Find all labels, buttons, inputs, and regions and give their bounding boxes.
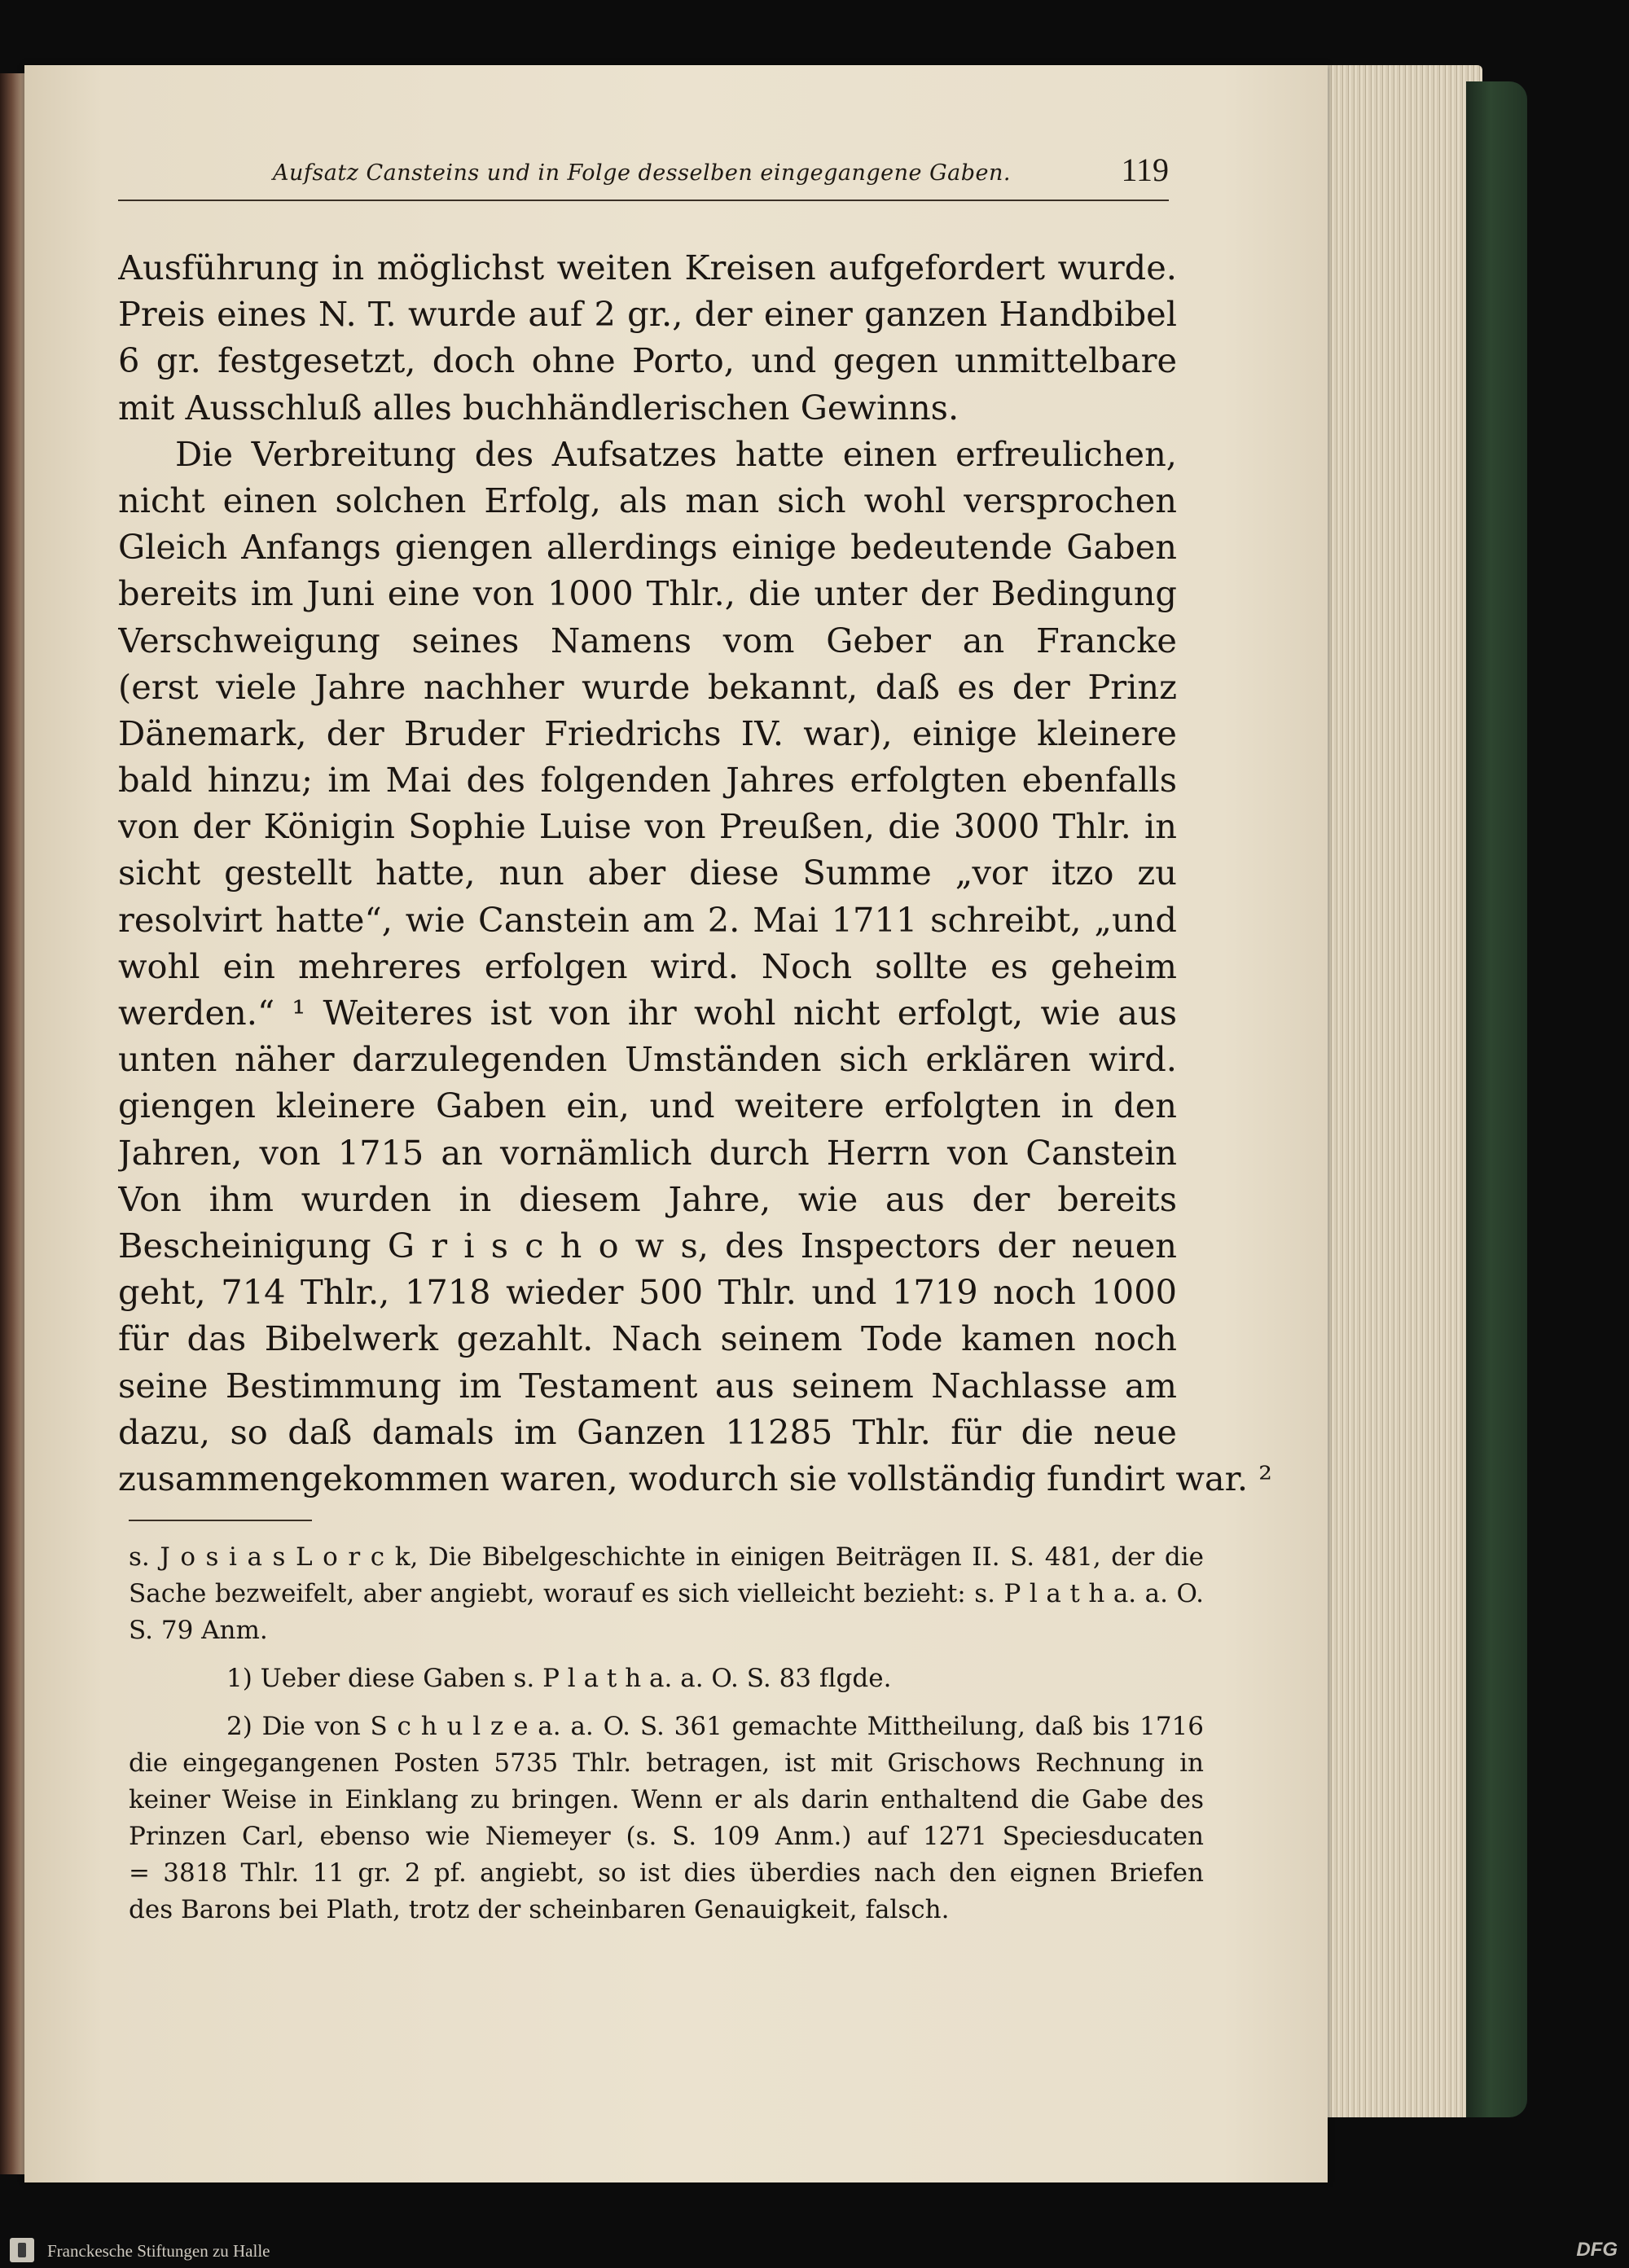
body-line: wohl ein mehreres erfolgen wird. Noch sollte es geheim xyxy=(118,945,1177,986)
body-line: bereits im Juni eine von 1000 Thlr., die unter der Bedingung xyxy=(118,573,1177,614)
page-stack-edge xyxy=(1311,65,1482,2117)
body-line: Bescheinigung G r i s c h o w s, des Inspectors der neuen xyxy=(118,1225,1177,1266)
footnote-2-line: des Barons bei Plath, trotz der scheinbaren Genauigkeit, falsch. xyxy=(129,1895,950,1924)
body-text xyxy=(118,244,1272,1502)
body-line: Dänemark, der Bruder Friedrichs IV. war), einige kleinere xyxy=(118,713,1177,753)
body-line: werden.“ ¹ Weiteres ist von ihr wohl nicht erfolgt, wie aus xyxy=(118,993,1177,1033)
footnote-separator xyxy=(129,1520,312,1521)
body-line: zusammengekommen waren, wodurch sie vollständig fundirt war. ² xyxy=(118,1458,1272,1498)
body-line: giengen kleinere Gaben ein, und weitere erfolgten in den xyxy=(118,1086,1177,1126)
footnote-1: 1) Ueber diese Gaben s. P l a t h a. a. O. S. 83 flgde. xyxy=(226,1664,892,1693)
body-line: für das Bibelwerk gezahlt. Nach seinem Tode kamen noch xyxy=(118,1318,1177,1359)
dfg-logo: DFG xyxy=(1576,2239,1618,2261)
body-line: Von ihm wurden in diesem Jahre, wie aus der bereits xyxy=(118,1178,1177,1219)
footnotes xyxy=(129,1539,1204,1928)
footnote-line: s. J o s i a s L o r c k, Die Bibelgeschichte in einigen Beiträgen II. S. 481, der die xyxy=(129,1542,1204,1572)
footnote-2-line: 2) Die von S c h u l z e a. a. O. S. 361 gemachte Mittheilung, daß bis 1716 xyxy=(226,1712,1204,1741)
body-line: nicht einen solchen Erfolg, als man sich wohl versprochen xyxy=(118,480,1177,520)
body-line: mit Ausschluß alles buchhändlerischen Gewinns. xyxy=(118,387,959,428)
body-line: Gleich Anfangs giengen allerdings einige bedeutende Gaben xyxy=(118,527,1177,568)
body-line: Preis eines N. T. wurde auf 2 gr., der einer ganzen Handbibel xyxy=(118,294,1177,335)
page-header xyxy=(118,151,1169,201)
body-line: bald hinzu; im Mai des folgenden Jahres erfolgten ebenfalls xyxy=(118,760,1177,801)
footnote-2-line: Prinzen Carl, ebenso wie Niemeyer (s. S. 109 Anm.) auf 1271 Speciesducaten xyxy=(129,1822,1204,1851)
body-line: von der Königin Sophie Luise von Preußen, die 3000 Thlr. in xyxy=(118,806,1177,847)
body-line: geht, 714 Thlr., 1718 wieder 500 Thlr. und 1719 noch 1000 xyxy=(118,1272,1177,1313)
footnote-2-line: keiner Weise in Einklang zu bringen. Wenn er als darin enthaltend die Gabe des xyxy=(129,1785,1204,1814)
body-line: unten näher darzulegenden Umständen sich erklären wird. xyxy=(118,1039,1177,1080)
footer-institution: Franckesche Stiftungen zu Halle xyxy=(47,2241,270,2261)
body-line: Ausführung in möglichst weiten Kreisen aufgefordert wurde. xyxy=(118,248,1177,287)
footnote-line: Sache bezweifelt, aber angiebt, worauf es sich vielleicht bezieht: s. P l a t h a. a. O. xyxy=(129,1579,1204,1608)
institution-logo-icon xyxy=(10,2238,34,2262)
body-line: Verschweigung seines Namens vom Geber an Francke xyxy=(118,620,1177,660)
body-line: Jahren, von 1715 an vornämlich durch Herrn von Canstein xyxy=(118,1132,1177,1173)
page-number: 119 xyxy=(1121,151,1169,188)
footnote-2-line: die eingegangenen Posten 5735 Thlr. betragen, ist mit Grischows Rechnung in xyxy=(129,1748,1204,1778)
footnote-2-line: = 3818 Thlr. 11 gr. 2 pf. angiebt, so ist dies überdies nach den eignen Briefen xyxy=(129,1858,1204,1888)
body-line: dazu, so daß damals im Ganzen 11285 Thlr. für die neue xyxy=(118,1411,1177,1452)
body-line: Die Verbreitung des Aufsatzes hatte einen erfreulichen, xyxy=(175,433,1177,474)
body-line: resolvirt hatte“, wie Canstein am 2. Mai 1711 schreibt, „und xyxy=(118,899,1177,940)
body-line: sicht gestellt hatte, nun aber diese Summe „vor itzo zu xyxy=(118,853,1177,893)
footnote-line: S. 79 Anm. xyxy=(129,1616,268,1645)
running-title: Aufsatz Cansteins und in Folge desselben eingegangene Gaben. xyxy=(273,160,1011,186)
body-line: seine Bestimmung im Testament aus seinem Nachlasse am xyxy=(118,1365,1177,1406)
body-line: (erst viele Jahre nachher wurde bekannt, daß es der Prinz xyxy=(118,666,1177,707)
book-cover-right xyxy=(1466,81,1527,2117)
body-line: 6 gr. festgesetzt, doch ohne Porto, und gegen unmittelbare xyxy=(118,340,1177,381)
